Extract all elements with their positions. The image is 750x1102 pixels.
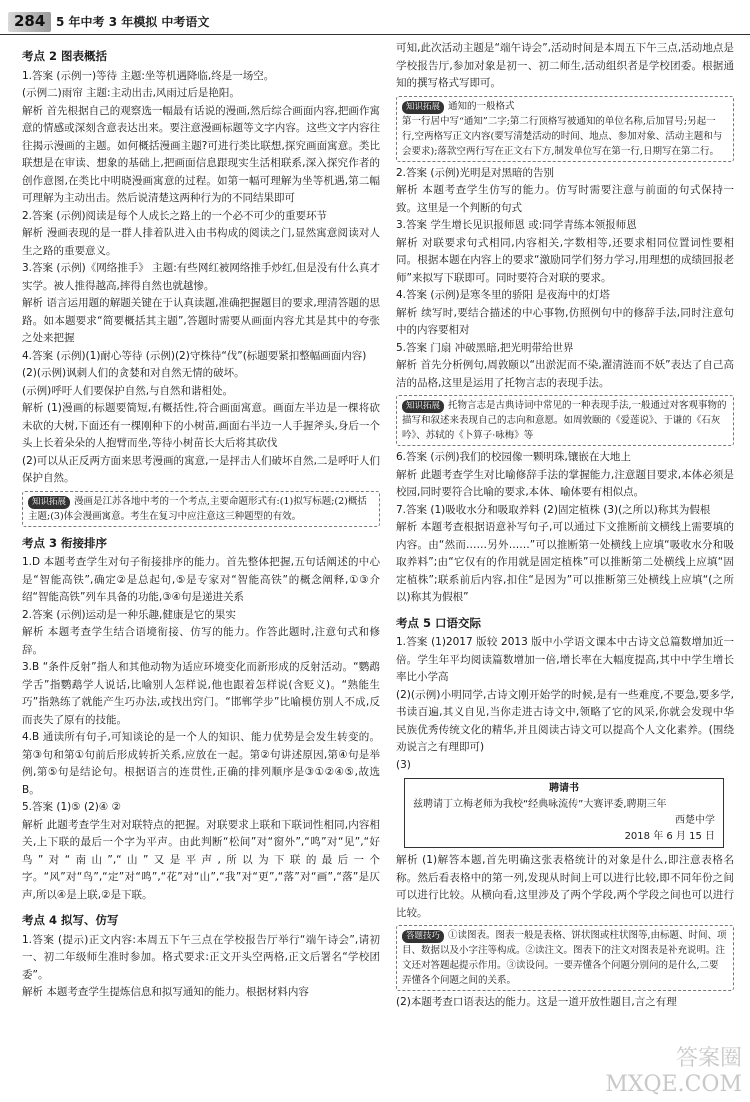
analysis-text: 解析 本题考查学生提炼信息和拟写通知的能力。根据材料内容 xyxy=(22,986,309,998)
knowledge-tip xyxy=(396,395,734,446)
knowledge-tip xyxy=(396,96,734,162)
analysis-text: (2)可以从正反两方面来思考漫画的寓意,一是抨击人们破坏自然,二是呼吁人们保护自然。 xyxy=(22,454,380,484)
analysis-text: 解析 首先分析例句,周敦颐以“出淤泥而不染,濯清涟而不妖”表达了自己高洁的品格,这里是运用了托物言志的表现手法。 xyxy=(396,359,734,389)
analysis-text: 解析 (1)漫画的标题要简短,有概括性,符合画面寓意。画面左半边是一棵将砍未砍的大树,下面还有一棵刚种下的小树苗,画面右半边一人手握斧头,身后一个头上长着朵朵的人抱臂而坐,等待小树苗长大后将其砍伐 xyxy=(22,402,380,449)
tip-text: 托物言志是古典诗词中常见的一种表现手法,一般通过对客观事物的描写和叙述来表现自己的志向和意愿。如周敦颐的《爱莲说》、于谦的《石灰吟》、苏轼的《卜算子·咏梅》等 xyxy=(402,400,727,441)
answer-text: 3.B “条件反射”指人和其他动物为适应环境变化而新形成的反射活动。“鹦鹉学舌”指鹦鹉学人说话,比喻别人怎样说,他也跟着怎样说(含贬义)。“熟能生巧”指熟练了就能产生巧办法,或找出窍门。“邯郸学步”比喻模仿别人不成,反而丧失了原有的技能。 xyxy=(22,661,380,726)
answer-text: 1.答案 (示例一)等待 主题:坐等机遇降临,终是一场空。 xyxy=(22,69,275,82)
analysis-text: 解析 首先根据自己的观察选一幅最有话说的漫画,然后综合画面内容,把画作寓意的情感或深刻含意表达出来。要注意漫画标题等文字内容。这些文字内容往往揭示漫画的主题。如何概括漫画主题?可进行类比联想,探究画面寓意。类比联想是在审读、想象的基础上,把画面信息跟现实生活相联系,深入探究作者的创作意图,在类比中明晓漫画寓意的过程。如第一幅可理解为坐等机遇,第二幅可理解为主动出击。然后说清楚这两种行为的不同结果即可 xyxy=(22,104,380,204)
tip-badge: 知识拓展 xyxy=(28,496,70,509)
analysis-text: 可知,此次活动主题是“端午诗会”,活动时间是本周五下午三点,活动地点是学校报告厅,参加对象是初一、初二师生,活动组织者是学校团委。根据通知的撰写格式写即可。 xyxy=(396,42,734,89)
left-column xyxy=(22,40,380,1002)
right-column xyxy=(396,40,734,1012)
answer-text: 4.答案 (示例)是寒冬里的骄阳 是夜海中的灯塔 xyxy=(396,289,610,301)
answer-text: 3.答案 (示例)《网络推手》 主题:有些网红被网络推手炒红,但是没有什么真才实学。被人推得越高,摔得自然也就越惨。 xyxy=(22,262,380,292)
page-number: 284 xyxy=(8,12,51,32)
analysis-text: 解析 此题考查学生对比喻修辞手法的掌握能力,注意题目要求,本体必须是校园,同时要符合比喻的要求,本体、喻体要有相似点。 xyxy=(396,468,734,498)
tip-badge: 知识拓展 xyxy=(402,400,444,413)
tip-badge: 答题技巧 xyxy=(402,930,444,943)
answer-text: 1.D 本题考查学生对句子衔接排序的能力。首先整体把握,五句话阐述的中心是“智能高铁”,确定②是总起句,⑤是专家对“智能高铁”的概念阐释,①③介绍“智能高铁”列车具备的功能,③④句是递进关系 xyxy=(22,556,380,603)
tip-text: 第一行居中写“通知”二字;第二行顶格写被通知的单位名称,后加冒号;另起一行,空两格写正文内容(要写清楚活动的时间、地点、参加对象、活动主题和与会要求);落款空两行写在正文右下方,制发单位写在第一行,日期写在第二行。 xyxy=(402,115,723,157)
answer-text: 5.答案 (1)⑤ (2)④ ② xyxy=(22,801,122,813)
section-title: 考点 4 拟写、仿写 xyxy=(22,913,119,927)
answer-text: 5.答案 门扇 冲破黑暗,把光明带给世界 xyxy=(396,341,574,354)
answer-text: 7.答案 (1)吸收水分和吸取养料 (2)固定植株 (3)(之所以)称其为假根 xyxy=(396,503,711,516)
section-title: 考点 3 衔接排序 xyxy=(22,535,108,550)
page-header xyxy=(0,0,750,40)
analysis-text: 解析 本题考查学生结合语境衔接、仿写的能力。作答此题时,注意句式和修辞。 xyxy=(22,626,380,656)
section-title: 考点 5 口语交际 xyxy=(396,615,482,630)
watermark-logo: 答案圈 MXQE.COM xyxy=(605,1046,742,1097)
letter-body: 兹聘请丁立梅老师为我校“经典咏流传”大赛评委,聘期三年 xyxy=(413,799,667,810)
answer-text: 1.答案 (1)2017 版较 2013 版中小学语文课本中古诗文总篇数增加近一倍。学生年平均阅读篇数增加一倍,增长率在大幅度提高,其中中学生增长率比小学高 xyxy=(396,636,734,683)
answer-text: 3.答案 学生增长见识报师恩 或:同学青练本领报师恩 xyxy=(396,219,637,231)
tip-badge: 知识拓展 xyxy=(402,101,444,114)
tip-text: 漫画是江苏各地中考的一个考点,主要命题形式有:(1)拟写标题;(2)概括主题;(3)体会漫画寓意。考生在复习中应注意这三种题型的有效。 xyxy=(28,495,367,522)
book-title: 5 年中考 3 年模拟 中考语文 xyxy=(56,15,210,29)
letter-school: 西楚中学 xyxy=(675,815,715,826)
analysis-text: 解析 本题考查根据语意补写句子,可以通过下文推断前文横线上需要填的内容。由“然而……另外……”可以推断第一处横线上应填“吸收水分和吸取养料”;由“它仅有的作用就是固定植株”可以推断第二处横线上应填“固定植株”;联系前后内容,扣住“是因为”可以推断第三处横线上应填“(之所以)称其为假根” xyxy=(396,521,734,603)
appointment-letter xyxy=(404,778,724,848)
answer-text: 4.B 通读所有句子,可知谈论的是一个人的知识、能力优势是会发生转变的。第③句和第①句前后形成转折关系,应放在一起。第②句讲述原因,第④句是举例,第⑤句是结论句。根据语言的连贯性,正确的排列顺序是③①②④⑤,故选 B。 xyxy=(22,731,380,796)
answer-text: 2.答案 (示例)光明是对黑暗的告别 xyxy=(396,166,555,179)
analysis-text: 解析 语言运用题的解题关键在于认真读题,准确把握题目的要求,理清答题的思路。如本题要求“简要概括其主题”,答题时需要从画面内容尤其是其中的夸张之处来把握 xyxy=(22,297,380,344)
section-title: 考点 2 图表概括 xyxy=(22,49,108,63)
analysis-text: 解析 (1)解答本题,首先明确这张表格统计的对象是什么,即注意表格名称。然后看表格中的第一列,发现从时间上可以进行比较,即不同年份之间可以进行比较。从横向看,这里涉及了两个学段,两个学段之间也可以进行比较。 xyxy=(396,854,734,919)
tip-text: ①读图表。图表一般是表格、饼状图或柱状图等,由标题、时间、项目、数据以及小字注等构成。②读注文。图表下的注文对图表是补充说明。注文还对答题起提示作用。③读设问。一要弄懂各个问题分别问的是什么,二要弄懂各个问题之间的关系。 xyxy=(402,930,727,986)
answer-text: (3) xyxy=(396,758,411,771)
answer-text: (2)(示例)讽刺人们的贪婪和对自然无情的破坏。 xyxy=(22,367,245,379)
header-rule xyxy=(0,34,750,35)
analysis-text: 解析 续写时,要结合描述的中心事物,仿照例句中的修辞手法,同时注意句中的内容要相对 xyxy=(396,306,734,336)
analysis-text: 解析 此题考查学生对对联特点的把握。对联要求上联和下联词性相同,内容相关,上下联的最后一个字为平声。由此判断“松间”对“窗外”,“鸣”对“见”,“好鸟”对“南山”,“山”又是平声,所以为下联的最后一个字。“风”对“鸟”,“定”对“鸣”,“花”对“山”,“我”对“更”,“落”对“画”,“落”是仄声,所以④是上联,②是下联。 xyxy=(22,818,380,901)
analysis-text: 解析 漫画表现的是一群人排着队进入由书构成的阅读之门,显然寓意阅读对人生之路的重要意义。 xyxy=(22,227,380,257)
answer-text: 1.答案 (提示)正文内容:本周五下午三点在学校报告厅举行“端午诗会”,请初一、初二年级师生准时参加。格式要求:正文开头空两格,正文后署名“学校团委”。 xyxy=(22,933,380,981)
tip-title: 通知的一般格式 xyxy=(448,100,515,112)
answer-text: 6.答案 (示例)我们的校园像一颗明珠,镶嵌在大地上 xyxy=(396,451,631,463)
answer-text: (示例)呼吁人们要保护自然,与自然和谐相处。 xyxy=(22,384,234,397)
analysis-text: (2)本题考查口语表达的能力。这是一道开放性题目,言之有理 xyxy=(396,996,677,1008)
analysis-text: 解析 对联要求句式相同,内容相关,字数相等,还要求相同位置词性要相同。根据本题在内容上的要求“激励同学们努力学习,用理想的成绩回报老师”来拟写下联即可。同时要符合对联的要求。 xyxy=(396,236,734,284)
letter-title: 聘请书 xyxy=(549,783,579,794)
letter-date: 2018 年 6 月 15 日 xyxy=(624,831,715,842)
answer-text: 2.答案 (示例)运动是一种乐趣,健康是它的果实 xyxy=(22,608,236,621)
answer-text: 2.答案 (示例)阅读是每个人成长之路上的一个必不可少的重要环节 xyxy=(22,209,328,222)
knowledge-tip xyxy=(22,491,380,527)
answer-text: (2)(示例)小明同学,古诗文刚开始学的时候,是有一些难度,不要急,要多学,书读百遍,其义自见,当你走进古诗文中,领略了它的风采,你就会发现中华民族优秀传统文化的精华,并且阅读古诗文可以提高个人文化素养。(围绕劝说言之有理即可) xyxy=(396,688,734,753)
analysis-text: 解析 本题考查学生仿写的能力。仿写时需要注意与前面的句式保持一致。这里是一个判断的句式 xyxy=(396,184,734,214)
answer-text: 4.答案 (示例)(1)耐心等待 (示例)(2)守株待“伐”(标题要紧扣整幅画面内容) xyxy=(22,349,367,362)
answer-text: (示例二)雨帘 主题:主动出击,风雨过后是艳阳。 xyxy=(22,87,240,99)
answer-tip xyxy=(396,925,734,991)
